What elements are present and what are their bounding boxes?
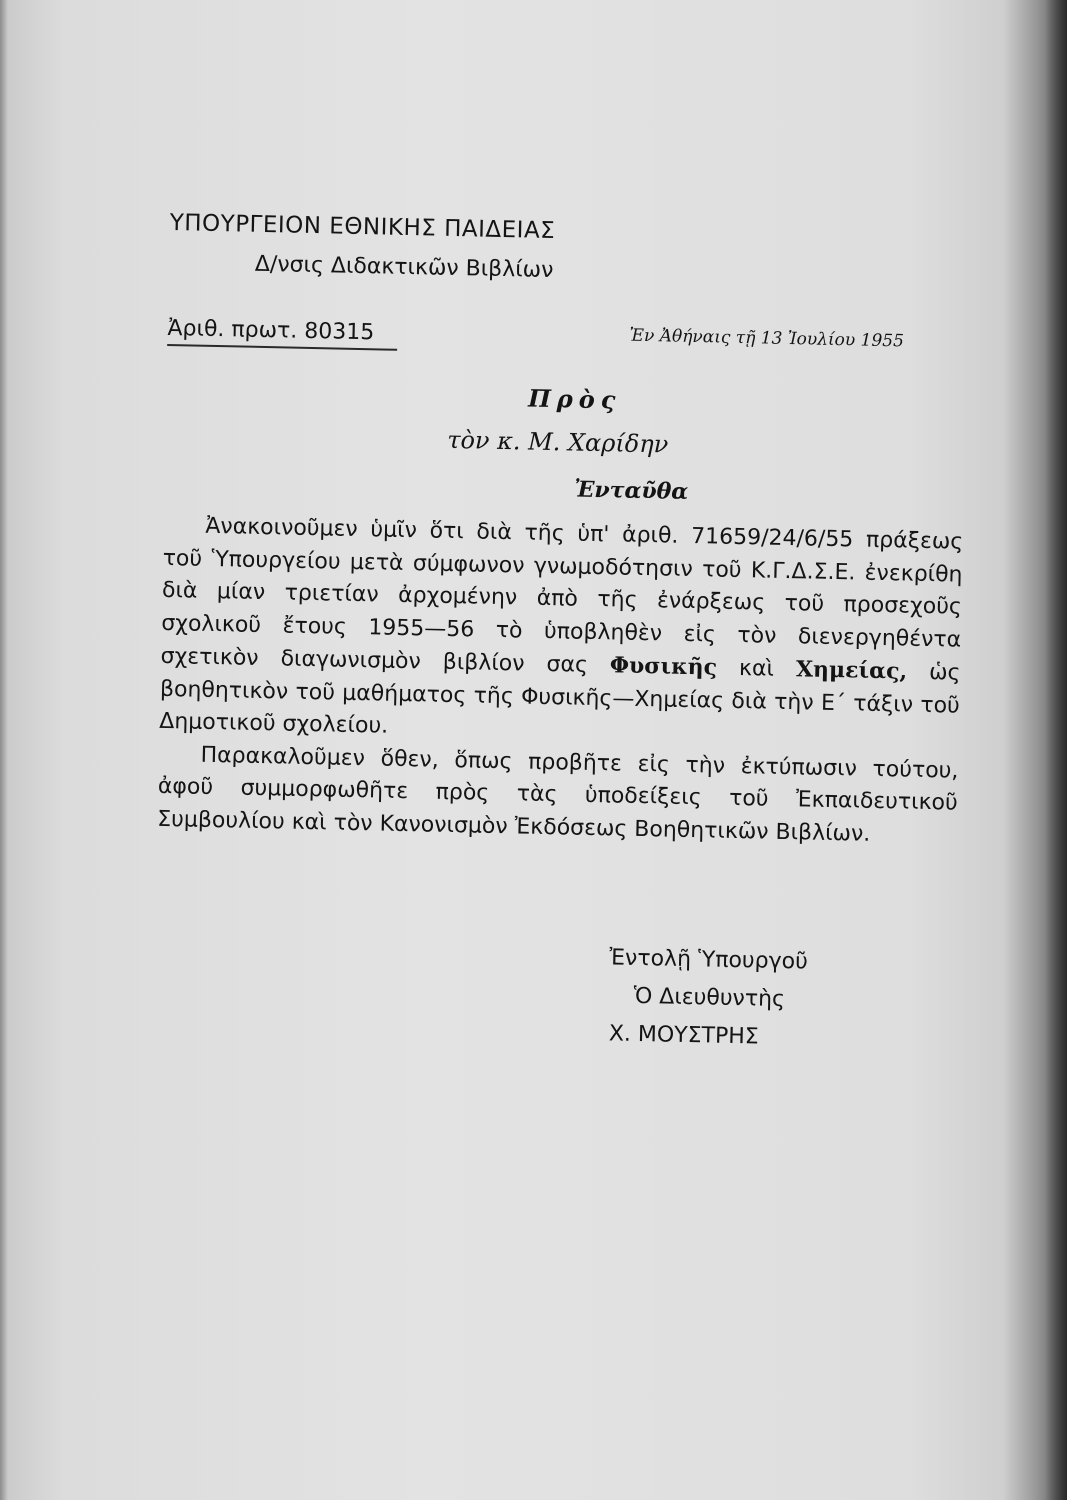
protocol-number: Ἀριθ. πρωτ. 80315 bbox=[167, 315, 375, 346]
p1-text-before: Ἀνακοινοῦμεν ὑμῖν ὅτι διὰ τῆς ὑπ' ἀριθ. 71659/24/6/55 πράξεως τοῦ Ὑπουργείου μετὰ σύμφωνον γνωμοδότησιν τοῦ Κ.Γ.Δ.Σ.Ε. ἐνεκρίθη διὰ μίαν τριετίαν ἀρχομένην ἀπὸ τῆς ἐνάρξεως τοῦ προσεχοῦς σχολικοῦ ἔτους 1955—56 τὸ ὑποβληθὲν εἰς τὸν διενεργηθέντα σχετικὸν διαγωνισμὸν βιβλίον σας bbox=[160, 513, 964, 678]
signature-line-1: Ἐντολῇ Ὑπουργοῦ bbox=[609, 945, 809, 975]
address-to: Πρὸς bbox=[527, 383, 622, 415]
letter bbox=[152, 210, 990, 1087]
division-heading: Δ/νσις Διδακτικῶν Βιβλίων bbox=[254, 251, 554, 284]
book-spine-shadow bbox=[1045, 0, 1067, 1500]
signature-name: Χ. ΜΟΥΣΤΡΗΣ bbox=[608, 1021, 759, 1050]
signature-line-2: Ὁ Διευθυντὴς bbox=[633, 983, 786, 1013]
recipient-place: Ἐνταῦθα bbox=[573, 476, 689, 505]
p1-bold-chemistry: Χημείας, bbox=[795, 656, 908, 685]
recipient-name: τὸν κ. Μ. Χαρίδην bbox=[446, 425, 669, 459]
p1-text-and: καὶ bbox=[738, 656, 775, 682]
page-left-shadow bbox=[0, 0, 8, 1500]
letter-date: Ἐν Ἀθήναις τῇ 13 Ἰουλίου 1955 bbox=[629, 325, 905, 352]
body-paragraph-1 bbox=[159, 510, 964, 755]
p1-bold-physics: Φυσικῆς bbox=[609, 652, 718, 681]
letter-body bbox=[157, 510, 964, 853]
p1-text-after: ὡς βοηθητικὸν τοῦ μαθήματος τῆς Φυσικῆς—Χημείας διὰ τὴν Ε΄ τάξιν τοῦ Δημοτικοῦ σχολείου. bbox=[159, 660, 961, 739]
body-paragraph-2: Παρακαλοῦμεν ὅθεν, ὅπως προβῆτε εἰς τὴν ἐκτύπωσιν τούτου, ἀφοῦ συμμορφωθῆτε πρὸς τὰς ὑποδείξεις τοῦ Ἐκπαιδευτικοῦ Συμβουλίου καὶ τὸν Κανονισμὸν Ἐκδόσεως Βοηθητικῶν Βιβλίων. bbox=[156, 742, 959, 847]
ministry-heading: ΥΠΟΥΡΓΕΙΟΝ ΕΘΝΙΚΗΣ ΠΑΙΔΕΙΑΣ bbox=[169, 210, 556, 245]
